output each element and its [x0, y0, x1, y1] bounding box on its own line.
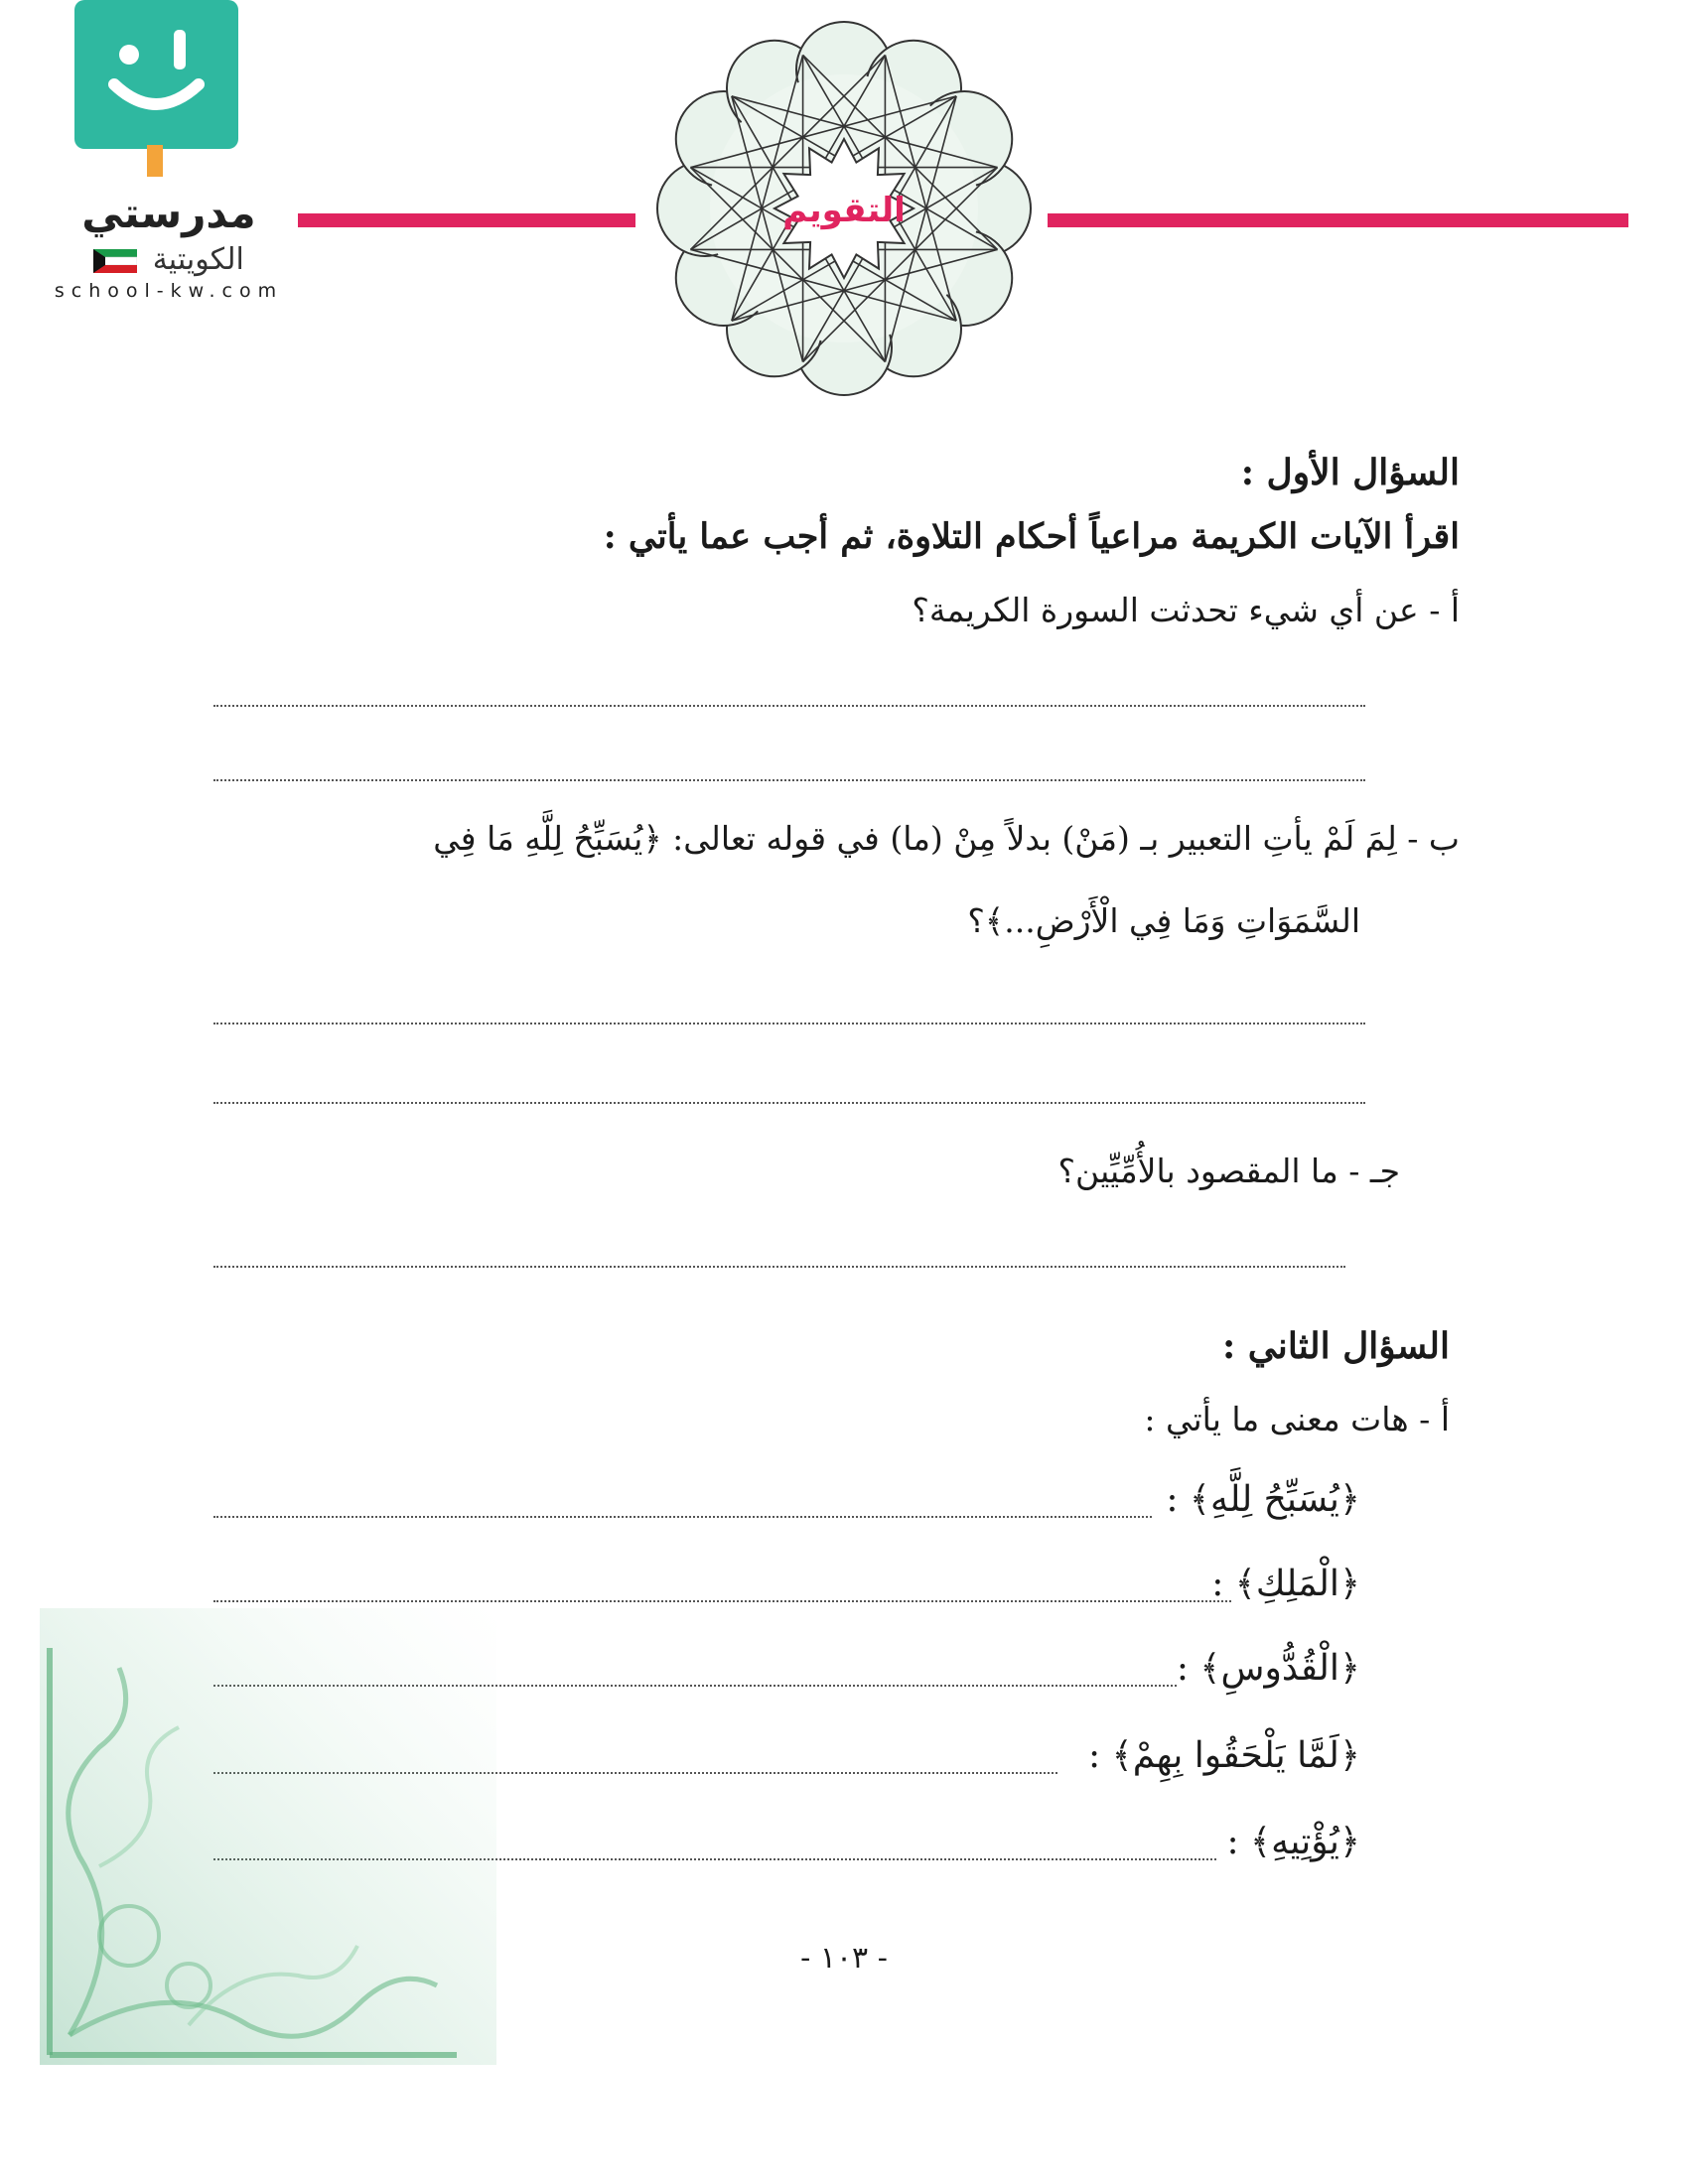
term-3: ﴿الْقُدُّوسِ﴾ :: [1176, 1648, 1360, 1689]
term-5: ﴿يُؤْتِيهِ﴾ :: [1226, 1822, 1360, 1862]
header-line-right: [1048, 213, 1628, 227]
q1-part-c: جـ - ما المقصود بالأُمِّيِّين؟: [1057, 1152, 1400, 1190]
term-1: ﴿يُسَبِّحُ لِلَّهِ﴾ :: [1166, 1479, 1360, 1520]
q2-heading: السؤال الثاني :: [1221, 1325, 1450, 1367]
term-2: ﴿الْمَلِكِ﴾ :: [1211, 1564, 1360, 1604]
q1-heading: السؤال الأول :: [1240, 452, 1460, 493]
header-line-left: [298, 213, 635, 227]
answer-line[interactable]: [213, 1266, 1345, 1268]
answer-line[interactable]: [213, 1023, 1365, 1024]
answer-line[interactable]: [213, 1600, 1231, 1602]
q2-part-a: أ - هات معنى ما يأتي :: [1144, 1400, 1450, 1438]
corner-ornament-icon: [40, 1608, 496, 2065]
logo-url: school-kw.com: [54, 280, 284, 302]
term-4: ﴿لَمَّا يَلْحَقُوا بِهِمْ﴾ :: [1088, 1735, 1360, 1776]
bookmark-icon: [147, 145, 163, 177]
logo-name: مدرستي: [81, 189, 256, 237]
logo-country-text: الكويتية: [152, 242, 244, 277]
page-number: - ١٠٣ -: [800, 1941, 888, 1976]
q1-part-a: أ - عن أي شيء تحدثت السورة الكريمة؟: [912, 591, 1460, 629]
answer-line[interactable]: [213, 1102, 1365, 1104]
answer-line[interactable]: [213, 779, 1365, 781]
q1-instruction: اقرأ الآيات الكريمة مراعياً أحكام التلاوة، ثم أجب عما يأتي :: [603, 516, 1460, 557]
answer-line[interactable]: [213, 1516, 1152, 1518]
q1-part-b-line2: السَّمَوَاتِ وَمَا فِي الْأَرْضِ...﴾؟: [967, 901, 1360, 940]
answer-line[interactable]: [213, 705, 1365, 707]
logo-badge: [74, 0, 238, 149]
logo-country: [20, 242, 318, 277]
school-logo: [20, 0, 318, 308]
smile-icon: [74, 0, 238, 149]
header-emblem: [655, 20, 1033, 397]
section-title: التقويم: [782, 191, 906, 230]
kuwait-flag-icon: [93, 249, 137, 273]
q1-part-b-line1: ب - لِمَ لَمْ يأتِ التعبير بـ (مَنْ) بدلاً مِنْ (ما) في قوله تعالى: ﴿يُسَبِّحُ لِلَّهِ مَا فِي: [433, 819, 1460, 858]
